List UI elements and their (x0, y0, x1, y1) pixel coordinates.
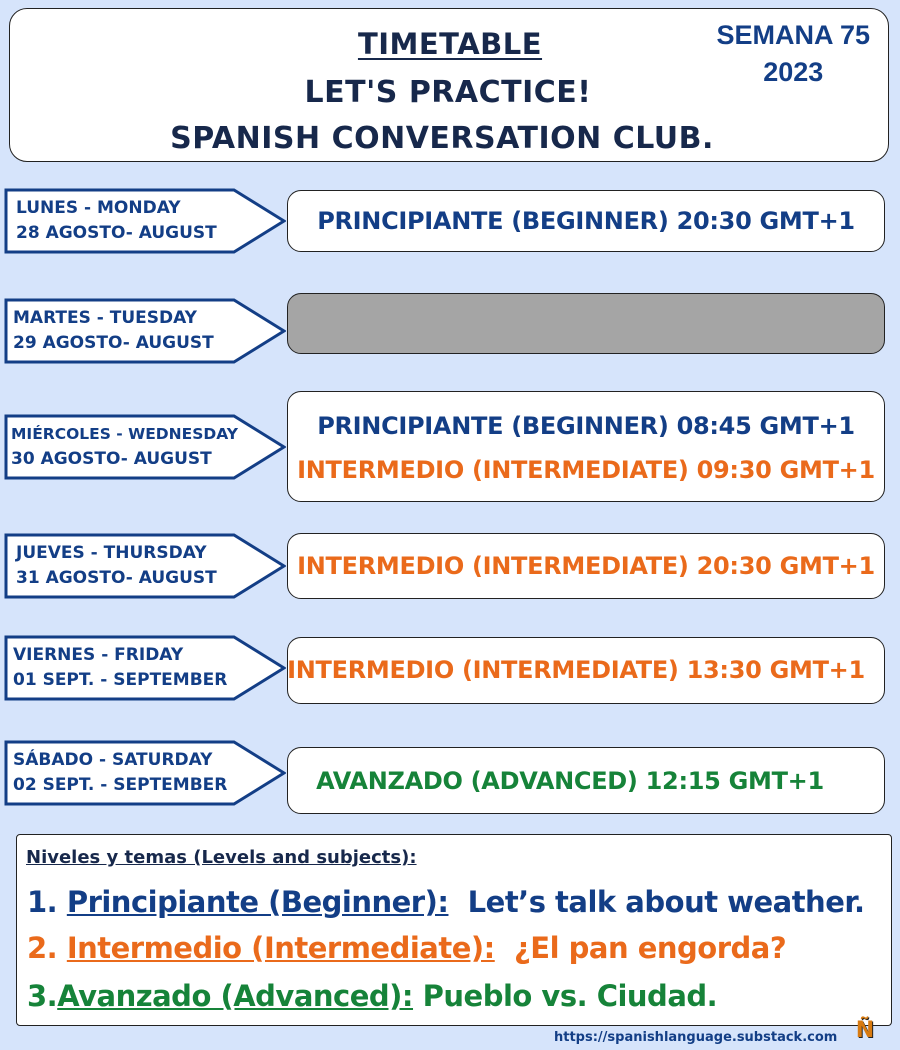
header-card (9, 8, 889, 162)
session-advanced: AVANZADO (ADVANCED) 12:15 GMT+1 (316, 767, 824, 795)
levels-legend (16, 834, 892, 1026)
day-arrow-thursday (4, 533, 286, 599)
club-name: SPANISH CONVERSATION CLUB. (170, 121, 714, 156)
footer-link[interactable]: https://spanishlanguage.substack.com (554, 1030, 838, 1045)
brand-logo-icon: Ñ (855, 1018, 875, 1043)
day-arrow-wednesday (4, 414, 286, 480)
legend-number: 3. (27, 979, 58, 1013)
legend-title: Niveles y temas (Levels and subjects): (26, 847, 417, 868)
day-date: 28 AGOSTO- AUGUST (16, 223, 217, 243)
day-name: JUEVES - THURSDAY (16, 543, 207, 563)
session-intermediate: INTERMEDIO (INTERMEDIATE) 09:30 GMT+1 (297, 456, 875, 484)
slot-saturday (287, 747, 885, 814)
legend-item-intermediate (27, 931, 786, 965)
legend-number: 2. (27, 931, 58, 965)
legend-level: Intermedio (Intermediate): (66, 931, 495, 965)
day-name: MIÉRCOLES - WEDNESDAY (11, 425, 238, 443)
session-beginner: PRINCIPIANTE (BEGINNER) 08:45 GMT+1 (317, 412, 855, 440)
legend-level: Principiante (Beginner): (66, 885, 449, 919)
day-arrow-saturday (4, 740, 286, 806)
slot-friday (287, 637, 885, 704)
legend-item-beginner (27, 885, 865, 919)
day-arrow-friday (4, 635, 286, 701)
legend-topic: ¿El pan engorda? (513, 931, 787, 965)
legend-item-advanced (27, 979, 717, 1013)
slot-thursday (287, 533, 885, 599)
page-subtitle: LET'S PRACTICE! (304, 75, 592, 110)
session-intermediate: INTERMEDIO (INTERMEDIATE) 20:30 GMT+1 (297, 552, 875, 580)
day-arrow-tuesday (4, 298, 286, 364)
page-title: TIMETABLE (357, 27, 543, 61)
week-number: SEMANA 75 (716, 20, 870, 50)
day-date: 29 AGOSTO- AUGUST (13, 333, 214, 353)
slot-monday (287, 190, 885, 252)
day-arrow-monday (4, 188, 286, 254)
day-name: MARTES - TUESDAY (13, 308, 197, 328)
day-name: SÁBADO - SATURDAY (13, 750, 213, 770)
legend-topic: Pueblo vs. Ciudad. (422, 979, 718, 1013)
slot-tuesday-empty (287, 293, 885, 354)
day-date: 30 AGOSTO- AUGUST (11, 449, 212, 469)
day-name: VIERNES - FRIDAY (13, 645, 184, 665)
slot-wednesday (287, 391, 885, 502)
session-intermediate: INTERMEDIO (INTERMEDIATE) 13:30 GMT+1 (287, 656, 865, 684)
session-beginner: PRINCIPIANTE (BEGINNER) 20:30 GMT+1 (317, 207, 855, 235)
day-date: 02 SEPT. - SEPTEMBER (13, 775, 228, 795)
legend-topic: Let’s talk about weather. (467, 885, 865, 919)
legend-level: Avanzado (Advanced): (57, 979, 414, 1013)
day-date: 01 SEPT. - SEPTEMBER (13, 670, 228, 690)
day-date: 31 AGOSTO- AUGUST (16, 568, 217, 588)
legend-number: 1. (27, 885, 58, 919)
day-name: LUNES - MONDAY (16, 198, 181, 218)
week-year: 2023 (763, 57, 824, 87)
week-label-block (716, 17, 870, 91)
